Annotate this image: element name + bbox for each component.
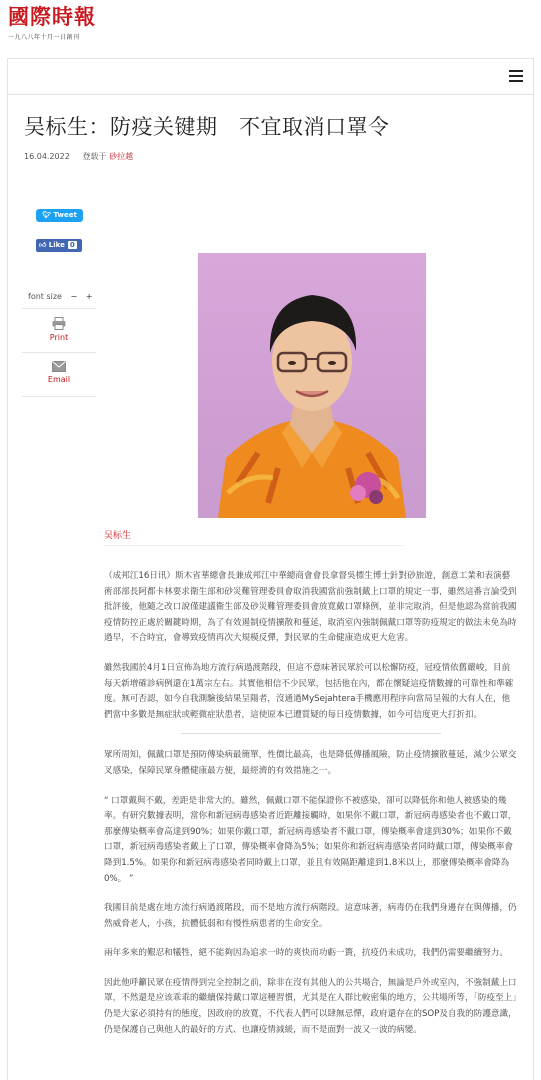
- paragraph: （成邦江16日讯）斯木省華總會長兼成邦江中華總商會會長拿督吳標生博士針對砂旅遊，創意工業和表演藝術部部長阿都卡林要求衛生部和砂災難管理委員會取消我國當前強制戴上口罩的規定一事，雖然這番言論受到批評後，他隨之改口說僅建議衛生部及砂災難管理委員會放寬戴口罩條例，並非完取消，但是他認為當前我國疫情防控正處於關鍵時期，為了有效遏制疫情擴散和蔓延，取消室內強制佩戴口罩等防疫規定的做法未免為時過早，不合時宜，會導致疫情再次大規模反彈，對民眾的生命健康造成更大危害。: [104, 571, 517, 644]
- article-title: 吴标生：防疫关键期 不宜取消口罩令: [24, 115, 390, 139]
- paragraph-divider: [181, 733, 441, 734]
- paragraph: “ 口罩戴與不戴，差距是非常大的。雖然，佩戴口罩不能保證你不被感染，卻可以降低你和他人被感染的幾率。有研究數據表明，當你和新冠病毒感染者近距離接觸時，如果你不戴口罩，新冠病毒感染者也不戴口罩，那麼傳染概率會高達到90%；如果你戴口罩，新冠病毒感染者不戴口罩，傳染概率會達到30%；如果你不戴口罩，新冠病毒感染者戴上了口罩，傳染概率會降為5%；如果你和新冠病毒感染者同時戴口罩，傳染概率會降到1.5%。如果你和新冠病毒感染者同時戴上口罩，並且有效隔距離達到1.8米以上，那麼傳染概率會降為0%。 ”: [104, 795, 517, 884]
- site-logo[interactable]: 國際時報: [8, 4, 96, 29]
- hamburger-icon[interactable]: [509, 70, 523, 82]
- font-size-label: font size: [28, 292, 62, 301]
- byline-prefix: 登载于: [82, 152, 107, 161]
- paragraph: 因此他呼籲民眾在疫情得到完全控制之前，除非在沒有其他人的公共場合，無論是戶外或室內，不強制戴上口罩，不然還是应该乖乖的繼續保持戴口罩這種習慣，尤其是在人群比較密集的地方，公共場所等，「防疫至上」仍是大家必須持有的態度，因政府的放寬，不代表人們可以肆無忌憚，政府還存在的SOP及自我的防護意識，仍是保護自己與他人的最好的方式、也讓疫情減緩，而不是面對一波又一波的病變。: [104, 977, 517, 1035]
- font-size-control: [22, 285, 96, 309]
- email-label: Email: [47, 375, 71, 384]
- tweet-label: Tweet: [53, 211, 77, 219]
- article-body: [104, 569, 518, 1052]
- author-link[interactable]: 砂拉越: [109, 152, 134, 161]
- like-label: Like: [48, 241, 65, 249]
- paragraph: 雖然我國於4月1日宣佈為地方流行病過渡階段，但這不意味著民眾於可以松懈防疫，冠疫情依舊嚴峻，目前每天新增確診病例還在1萬宗左右。其實他相信不少民眾，包括他在內，都在懷疑這疫情數據的可靠性和準確度。無可否認，如今自我測驗後結果呈陽者，沒通過MySejahtera手機應用程序向當局呈報的大有人在，他們當中多數是無症狀或輕微症狀患者，這使原本已遭質疑的每日疫情數據，如今可信度更大打折扣。: [104, 662, 514, 720]
- email-button[interactable]: [22, 353, 96, 397]
- font-decrease-button[interactable]: −: [70, 292, 78, 301]
- print-label: Print: [49, 333, 69, 342]
- paragraph: 兩年多來的艱忍和犧牲，絕不能夠因為追求一時的爽快而功虧一簣，抗疫仍未成功，我們仍需要繼續努力。: [104, 948, 508, 959]
- like-count: 0: [69, 241, 75, 249]
- photo-caption: 吴标生: [104, 531, 132, 541]
- portrait-image: [198, 253, 426, 518]
- caption-divider: [104, 545, 404, 546]
- twitter-bird-icon: 🐦︎: [42, 211, 52, 219]
- print-button[interactable]: [22, 309, 96, 353]
- article-meta: [24, 151, 133, 162]
- paragraph: 眾所周知，佩戴口罩是預防傳染病最簡單，性價比最高，也是降低傳播風險，防止疫情擴散蔓延，減少公眾交叉感染，保障民眾身體健康最方便，最經濟的有效措施之一。: [104, 750, 517, 776]
- page-frame: [7, 58, 534, 1080]
- font-increase-button[interactable]: +: [85, 292, 93, 301]
- top-navbar: [8, 59, 533, 95]
- thumbs-up-icon: 👍︎: [39, 241, 47, 249]
- article-date: 16.04.2022: [24, 152, 70, 161]
- facebook-like-button[interactable]: [36, 239, 82, 252]
- tweet-button[interactable]: [36, 209, 83, 222]
- article-tools: [22, 285, 96, 397]
- site-tagline: 一九八八年十月一日創刊: [8, 34, 80, 41]
- paragraph: 我國目前是處在地方流行病過渡階段，而不是地方流行病階段。這意味著，病毒仍在我們身邊存在與傳播，仍然威脅老人，小孩，抗體低弱和有慢性病患者的生命安全。: [104, 903, 517, 929]
- masthead: [8, 4, 96, 41]
- article-photo: [198, 253, 426, 518]
- envelope-icon: [52, 361, 66, 372]
- printer-icon: [52, 317, 66, 330]
